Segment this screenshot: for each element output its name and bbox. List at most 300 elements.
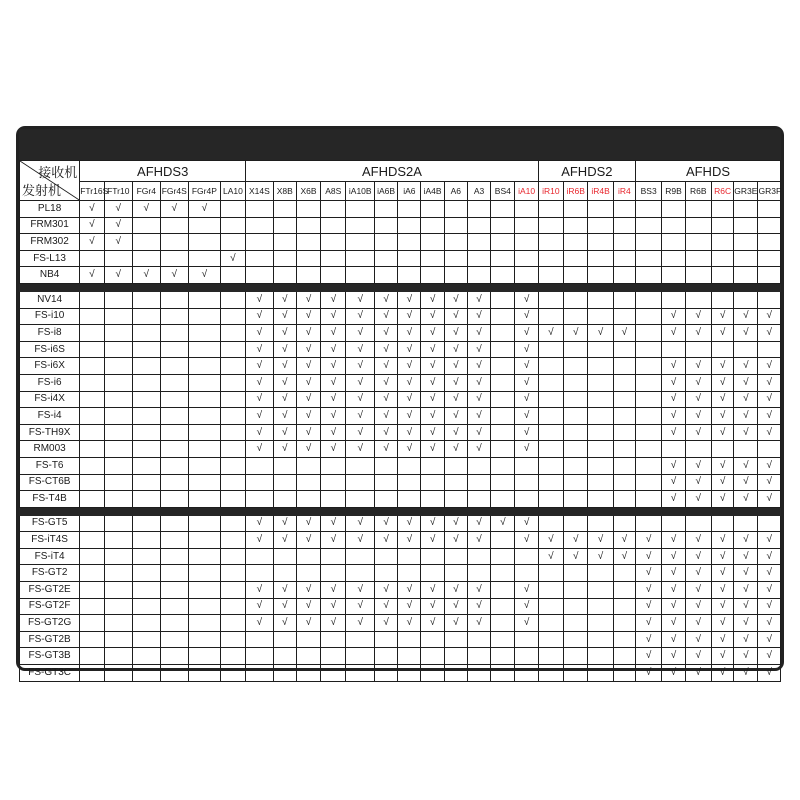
empty-cell (467, 565, 490, 582)
check-mark: √ (685, 582, 711, 599)
check-mark: √ (246, 358, 273, 375)
empty-cell (564, 267, 588, 284)
check-mark: √ (346, 341, 375, 358)
empty-cell (758, 441, 781, 458)
empty-cell (321, 267, 346, 284)
empty-cell (189, 598, 221, 615)
check-mark: √ (734, 358, 758, 375)
check-mark: √ (515, 615, 538, 632)
check-mark: √ (662, 408, 685, 425)
empty-cell (635, 457, 661, 474)
empty-cell (375, 201, 398, 218)
empty-cell (467, 548, 490, 565)
empty-cell (662, 441, 685, 458)
check-mark: √ (685, 424, 711, 441)
empty-cell (467, 631, 490, 648)
receiver-header: X8B (273, 182, 296, 201)
empty-cell (346, 665, 375, 682)
check-mark: √ (421, 358, 444, 375)
empty-cell (685, 234, 711, 251)
table-row (20, 325, 781, 342)
check-mark: √ (220, 250, 245, 267)
transmitter-label: FS-i6 (20, 374, 80, 391)
empty-cell (160, 582, 189, 599)
empty-cell (467, 201, 490, 218)
check-mark: √ (346, 515, 375, 532)
empty-cell (246, 565, 273, 582)
empty-cell (398, 217, 421, 234)
check-mark: √ (467, 374, 490, 391)
empty-cell (635, 291, 661, 308)
transmitter-label: FS-GT2E (20, 582, 80, 599)
empty-cell (321, 250, 346, 267)
check-mark: √ (296, 615, 320, 632)
empty-cell (160, 291, 189, 308)
table-row (20, 291, 781, 308)
empty-cell (758, 250, 781, 267)
empty-cell (189, 308, 221, 325)
empty-cell (220, 341, 245, 358)
empty-cell (133, 615, 160, 632)
empty-cell (564, 234, 588, 251)
empty-cell (538, 374, 563, 391)
receiver-header: FGr4 (133, 182, 160, 201)
empty-cell (564, 615, 588, 632)
empty-cell (564, 250, 588, 267)
check-mark: √ (467, 341, 490, 358)
transmitter-label: FS-TH9X (20, 424, 80, 441)
empty-cell (375, 665, 398, 682)
empty-cell (189, 474, 221, 491)
check-mark: √ (398, 424, 421, 441)
empty-cell (734, 250, 758, 267)
table-row (20, 201, 781, 218)
check-mark: √ (712, 532, 734, 549)
empty-cell (588, 408, 613, 425)
check-mark: √ (515, 598, 538, 615)
receiver-header: iR4 (613, 182, 635, 201)
empty-cell (189, 457, 221, 474)
empty-cell (104, 665, 133, 682)
check-mark: √ (712, 598, 734, 615)
check-mark: √ (734, 532, 758, 549)
empty-cell (467, 648, 490, 665)
receiver-header: FTr16S (80, 182, 104, 201)
empty-cell (491, 250, 515, 267)
empty-cell (538, 582, 563, 599)
check-mark: √ (712, 615, 734, 632)
check-mark: √ (246, 341, 273, 358)
check-mark: √ (734, 457, 758, 474)
empty-cell (80, 457, 104, 474)
check-mark: √ (712, 548, 734, 565)
empty-cell (273, 631, 296, 648)
empty-cell (375, 631, 398, 648)
check-mark: √ (375, 598, 398, 615)
empty-cell (346, 250, 375, 267)
check-mark: √ (588, 325, 613, 342)
check-mark: √ (685, 648, 711, 665)
empty-cell (491, 648, 515, 665)
check-mark: √ (734, 582, 758, 599)
empty-cell (685, 267, 711, 284)
check-mark: √ (273, 374, 296, 391)
check-mark: √ (421, 408, 444, 425)
empty-cell (564, 491, 588, 508)
check-mark: √ (296, 358, 320, 375)
check-mark: √ (734, 615, 758, 632)
empty-cell (160, 217, 189, 234)
check-mark: √ (758, 474, 781, 491)
empty-cell (80, 648, 104, 665)
check-mark: √ (662, 391, 685, 408)
check-mark: √ (273, 341, 296, 358)
check-mark: √ (734, 424, 758, 441)
check-mark: √ (375, 341, 398, 358)
empty-cell (104, 308, 133, 325)
empty-cell (515, 648, 538, 665)
empty-cell (444, 548, 467, 565)
empty-cell (273, 491, 296, 508)
protocol-family-header: AFHDS3 (80, 161, 246, 182)
empty-cell (564, 408, 588, 425)
check-mark: √ (734, 631, 758, 648)
empty-cell (635, 308, 661, 325)
empty-cell (273, 665, 296, 682)
empty-cell (398, 665, 421, 682)
check-mark: √ (346, 598, 375, 615)
check-mark: √ (133, 201, 160, 218)
empty-cell (564, 582, 588, 599)
check-mark: √ (734, 665, 758, 682)
empty-cell (491, 474, 515, 491)
empty-cell (104, 565, 133, 582)
check-mark: √ (662, 615, 685, 632)
empty-cell (588, 491, 613, 508)
empty-cell (296, 457, 320, 474)
check-mark: √ (346, 424, 375, 441)
empty-cell (80, 341, 104, 358)
check-mark: √ (444, 582, 467, 599)
check-mark: √ (685, 565, 711, 582)
check-mark: √ (467, 424, 490, 441)
empty-cell (160, 250, 189, 267)
empty-cell (613, 250, 635, 267)
check-mark: √ (296, 515, 320, 532)
empty-cell (398, 457, 421, 474)
empty-cell (80, 532, 104, 549)
empty-cell (491, 358, 515, 375)
check-mark: √ (515, 424, 538, 441)
empty-cell (734, 234, 758, 251)
check-mark: √ (296, 532, 320, 549)
transmitter-label: PL18 (20, 201, 80, 218)
check-mark: √ (104, 234, 133, 251)
check-mark: √ (712, 325, 734, 342)
empty-cell (160, 474, 189, 491)
check-mark: √ (296, 441, 320, 458)
check-mark: √ (346, 325, 375, 342)
check-mark: √ (246, 515, 273, 532)
empty-cell (296, 631, 320, 648)
check-mark: √ (321, 424, 346, 441)
empty-cell (564, 648, 588, 665)
empty-cell (588, 565, 613, 582)
check-mark: √ (80, 267, 104, 284)
empty-cell (273, 548, 296, 565)
empty-cell (104, 598, 133, 615)
check-mark: √ (515, 358, 538, 375)
empty-cell (246, 648, 273, 665)
empty-cell (635, 250, 661, 267)
empty-cell (538, 598, 563, 615)
transmitter-label: NV14 (20, 291, 80, 308)
empty-cell (346, 474, 375, 491)
empty-cell (133, 217, 160, 234)
empty-cell (538, 474, 563, 491)
empty-cell (491, 267, 515, 284)
empty-cell (160, 665, 189, 682)
check-mark: √ (80, 201, 104, 218)
transmitter-label: FS-i6X (20, 358, 80, 375)
check-mark: √ (515, 532, 538, 549)
check-mark: √ (662, 665, 685, 682)
transmitter-label: FS-GT2 (20, 565, 80, 582)
empty-cell (296, 474, 320, 491)
empty-cell (133, 291, 160, 308)
empty-cell (613, 615, 635, 632)
empty-cell (220, 408, 245, 425)
empty-cell (421, 491, 444, 508)
empty-cell (491, 308, 515, 325)
check-mark: √ (734, 374, 758, 391)
empty-cell (421, 565, 444, 582)
check-mark: √ (685, 631, 711, 648)
empty-cell (515, 250, 538, 267)
transmitter-label: FS-GT2G (20, 615, 80, 632)
empty-cell (421, 474, 444, 491)
empty-cell (189, 548, 221, 565)
empty-cell (613, 267, 635, 284)
empty-cell (220, 582, 245, 599)
empty-cell (444, 250, 467, 267)
empty-cell (635, 217, 661, 234)
empty-cell (491, 665, 515, 682)
transmitter-label: FS-GT2F (20, 598, 80, 615)
check-mark: √ (758, 548, 781, 565)
transmitter-label: FS-i8 (20, 325, 80, 342)
empty-cell (734, 291, 758, 308)
check-mark: √ (758, 457, 781, 474)
check-mark: √ (444, 291, 467, 308)
transmitter-label: FS-i4X (20, 391, 80, 408)
transmitter-label: FS-i4 (20, 408, 80, 425)
empty-cell (467, 665, 490, 682)
empty-cell (421, 217, 444, 234)
empty-cell (220, 491, 245, 508)
empty-cell (160, 408, 189, 425)
empty-cell (104, 457, 133, 474)
check-mark: √ (467, 408, 490, 425)
empty-cell (564, 631, 588, 648)
empty-cell (564, 341, 588, 358)
check-mark: √ (346, 374, 375, 391)
empty-cell (296, 665, 320, 682)
empty-cell (346, 491, 375, 508)
empty-cell (758, 234, 781, 251)
check-mark: √ (321, 615, 346, 632)
check-mark: √ (758, 648, 781, 665)
check-mark: √ (758, 565, 781, 582)
check-mark: √ (613, 532, 635, 549)
empty-cell (712, 291, 734, 308)
check-mark: √ (346, 441, 375, 458)
check-mark: √ (273, 408, 296, 425)
check-mark: √ (467, 325, 490, 342)
empty-cell (398, 491, 421, 508)
check-mark: √ (564, 325, 588, 342)
empty-cell (712, 515, 734, 532)
empty-cell (133, 408, 160, 425)
empty-cell (588, 291, 613, 308)
empty-cell (564, 291, 588, 308)
empty-cell (160, 341, 189, 358)
check-mark: √ (758, 308, 781, 325)
empty-cell (538, 648, 563, 665)
empty-cell (515, 565, 538, 582)
check-mark: √ (80, 217, 104, 234)
empty-cell (375, 491, 398, 508)
check-mark: √ (685, 474, 711, 491)
check-mark: √ (421, 308, 444, 325)
check-mark: √ (712, 565, 734, 582)
empty-cell (491, 217, 515, 234)
empty-cell (346, 267, 375, 284)
empty-cell (758, 267, 781, 284)
empty-cell (273, 267, 296, 284)
empty-cell (133, 515, 160, 532)
check-mark: √ (246, 615, 273, 632)
transmitter-label: FS-i10 (20, 308, 80, 325)
check-mark: √ (758, 582, 781, 599)
empty-cell (685, 250, 711, 267)
table-row (20, 358, 781, 375)
empty-cell (104, 408, 133, 425)
check-mark: √ (296, 408, 320, 425)
empty-cell (160, 325, 189, 342)
empty-cell (734, 441, 758, 458)
empty-cell (564, 515, 588, 532)
empty-cell (491, 598, 515, 615)
empty-cell (564, 665, 588, 682)
empty-cell (104, 615, 133, 632)
check-mark: √ (421, 341, 444, 358)
empty-cell (758, 201, 781, 218)
empty-cell (613, 291, 635, 308)
receiver-header: A6 (444, 182, 467, 201)
check-mark: √ (734, 491, 758, 508)
check-mark: √ (635, 631, 661, 648)
check-mark: √ (685, 308, 711, 325)
check-mark: √ (444, 424, 467, 441)
empty-cell (613, 474, 635, 491)
empty-cell (491, 374, 515, 391)
empty-cell (104, 548, 133, 565)
empty-cell (220, 648, 245, 665)
empty-cell (613, 217, 635, 234)
check-mark: √ (758, 358, 781, 375)
check-mark: √ (635, 615, 661, 632)
check-mark: √ (635, 598, 661, 615)
check-mark: √ (160, 267, 189, 284)
empty-cell (515, 267, 538, 284)
empty-cell (444, 267, 467, 284)
check-mark: √ (246, 424, 273, 441)
empty-cell (220, 631, 245, 648)
empty-cell (491, 391, 515, 408)
empty-cell (133, 631, 160, 648)
empty-cell (635, 441, 661, 458)
empty-cell (635, 341, 661, 358)
empty-cell (133, 457, 160, 474)
transmitter-label: FS-GT3C (20, 665, 80, 682)
check-mark: √ (375, 424, 398, 441)
empty-cell (635, 267, 661, 284)
check-mark: √ (296, 424, 320, 441)
transmitter-label: FS-iT4 (20, 548, 80, 565)
check-mark: √ (398, 441, 421, 458)
empty-cell (564, 358, 588, 375)
empty-cell (588, 648, 613, 665)
check-mark: √ (375, 374, 398, 391)
check-mark: √ (588, 548, 613, 565)
empty-cell (491, 341, 515, 358)
empty-cell (685, 291, 711, 308)
check-mark: √ (515, 582, 538, 599)
transmitter-label: FS-L13 (20, 250, 80, 267)
empty-cell (160, 457, 189, 474)
check-mark: √ (375, 291, 398, 308)
check-mark: √ (273, 424, 296, 441)
check-mark: √ (246, 308, 273, 325)
check-mark: √ (421, 582, 444, 599)
check-mark: √ (712, 648, 734, 665)
empty-cell (273, 201, 296, 218)
empty-cell (104, 441, 133, 458)
table-row (20, 582, 781, 599)
empty-cell (613, 358, 635, 375)
empty-cell (346, 234, 375, 251)
check-mark: √ (444, 598, 467, 615)
empty-cell (588, 341, 613, 358)
check-mark: √ (662, 491, 685, 508)
empty-cell (104, 491, 133, 508)
empty-cell (588, 217, 613, 234)
transmitter-label: FRM301 (20, 217, 80, 234)
check-mark: √ (515, 341, 538, 358)
empty-cell (491, 565, 515, 582)
check-mark: √ (734, 391, 758, 408)
transmitter-label: NB4 (20, 267, 80, 284)
empty-cell (444, 474, 467, 491)
empty-cell (220, 234, 245, 251)
table-row (20, 391, 781, 408)
compatibility-board (16, 126, 784, 678)
check-mark: √ (421, 391, 444, 408)
check-mark: √ (467, 582, 490, 599)
empty-cell (398, 565, 421, 582)
check-mark: √ (613, 325, 635, 342)
